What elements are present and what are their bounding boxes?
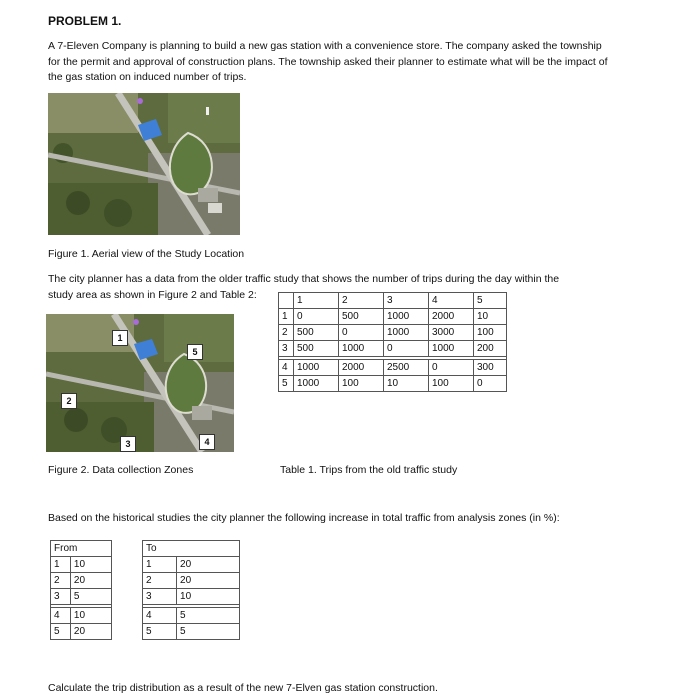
table-cell: 1000 xyxy=(294,360,339,376)
zone-cell: 5 xyxy=(143,624,177,640)
zone-cell: 1 xyxy=(51,557,71,573)
table-cell: 500 xyxy=(294,325,339,341)
table-cell: 2000 xyxy=(429,309,474,325)
table-cell: 2000 xyxy=(339,360,384,376)
row-header: 2 xyxy=(279,325,294,341)
table1-caption: Table 1. Trips from the old traffic study xyxy=(280,464,458,476)
table-cell: 10 xyxy=(474,309,507,325)
table-cell: 100 xyxy=(339,376,384,392)
table-cell: 3000 xyxy=(429,325,474,341)
table-corner xyxy=(279,293,294,309)
final-instruction: Calculate the trip distribution as a result of the new 7-Elven gas station construction. xyxy=(48,682,438,694)
table-cell: 1000 xyxy=(384,325,429,341)
table-cell: 0 xyxy=(474,376,507,392)
table-row xyxy=(279,309,507,325)
table-row xyxy=(143,589,240,605)
table-row xyxy=(51,608,112,624)
percent-cell: 20 xyxy=(70,573,111,589)
percent-cell: 10 xyxy=(70,557,111,573)
table-cell: 100 xyxy=(474,325,507,341)
zone-cell: 3 xyxy=(143,589,177,605)
figure1-caption: Figure 1. Aerial view of the Study Location xyxy=(48,248,245,260)
table-row xyxy=(143,573,240,589)
table-cell: 2500 xyxy=(384,360,429,376)
planner-text-line2: study area as shown in Figure 2 and Table 2: xyxy=(48,289,257,301)
column-header: 4 xyxy=(429,293,474,309)
column-header: 3 xyxy=(384,293,429,309)
planner-text-line1: The city planner has a data from the older traffic study that shows the number of trips during the day within the xyxy=(48,273,560,285)
column-header: 1 xyxy=(294,293,339,309)
zone-cell: 2 xyxy=(51,573,71,589)
percent-cell: 20 xyxy=(70,624,111,640)
table-cell: 0 xyxy=(339,325,384,341)
table-row xyxy=(279,360,507,376)
zone-cell: 3 xyxy=(51,589,71,605)
intro-paragraph: A 7-Eleven Company is planning to build a new gas station with a convenience store. The company asked the township for the permit and approval of construction plans. The township asked their planner to estimate what will be the impact of the gas station on induced number of trips. xyxy=(48,40,608,83)
to-increase-table xyxy=(142,540,240,640)
zone-label-4: 4 xyxy=(199,434,215,450)
table-cell: 200 xyxy=(474,341,507,357)
table-cell: 1000 xyxy=(429,341,474,357)
table-row xyxy=(279,376,507,392)
aerial-view-image xyxy=(48,93,240,235)
figure2-caption: Figure 2. Data collection Zones xyxy=(48,464,194,476)
percent-cell: 10 xyxy=(177,589,240,605)
table-row xyxy=(51,557,112,573)
table-cell: 500 xyxy=(294,341,339,357)
zone-label-3: 3 xyxy=(120,436,136,452)
zone-label-2: 2 xyxy=(61,393,77,409)
table-row xyxy=(279,341,507,357)
table-cell: 1000 xyxy=(339,341,384,357)
row-header: 1 xyxy=(279,309,294,325)
zone-cell: 1 xyxy=(143,557,177,573)
row-header: 5 xyxy=(279,376,294,392)
trip-matrix-table xyxy=(278,292,507,392)
percent-cell: 5 xyxy=(177,608,240,624)
from-header: From xyxy=(51,541,112,557)
to-header: To xyxy=(143,541,240,557)
zones-aerial-photo xyxy=(46,314,234,452)
table-cell: 1000 xyxy=(384,309,429,325)
zone-label-1: 1 xyxy=(112,330,128,346)
percent-cell: 20 xyxy=(177,573,240,589)
percent-cell: 20 xyxy=(177,557,240,573)
from-increase-table xyxy=(50,540,112,640)
table-row xyxy=(143,608,240,624)
percent-cell: 5 xyxy=(70,589,111,605)
table-row xyxy=(51,573,112,589)
table-row xyxy=(143,624,240,640)
table-cell: 10 xyxy=(384,376,429,392)
table-row xyxy=(143,557,240,573)
zone-label-5: 5 xyxy=(187,344,203,360)
table-cell: 300 xyxy=(474,360,507,376)
zone-cell: 2 xyxy=(143,573,177,589)
zone-cell: 4 xyxy=(51,608,71,624)
trip-matrix-header-row xyxy=(279,293,507,309)
table-cell: 100 xyxy=(429,376,474,392)
from-header-row xyxy=(51,541,112,557)
zone-cell: 5 xyxy=(51,624,71,640)
zones-image xyxy=(46,314,234,452)
table-cell: 1000 xyxy=(294,376,339,392)
table-cell: 500 xyxy=(339,309,384,325)
aerial-photo xyxy=(48,93,240,235)
table-row xyxy=(51,589,112,605)
zone-cell: 4 xyxy=(143,608,177,624)
to-header-row xyxy=(143,541,240,557)
table-row xyxy=(51,624,112,640)
table-cell: 0 xyxy=(384,341,429,357)
increase-paragraph: Based on the historical studies the city planner the following increase in total traffic from analysis zones (in %): xyxy=(48,512,560,524)
row-header: 3 xyxy=(279,341,294,357)
percent-cell: 5 xyxy=(177,624,240,640)
column-header: 5 xyxy=(474,293,507,309)
row-header: 4 xyxy=(279,360,294,376)
column-header: 2 xyxy=(339,293,384,309)
problem-title: PROBLEM 1. xyxy=(48,14,122,28)
percent-cell: 10 xyxy=(70,608,111,624)
table-row xyxy=(279,325,507,341)
table-cell: 0 xyxy=(429,360,474,376)
table-cell: 0 xyxy=(294,309,339,325)
